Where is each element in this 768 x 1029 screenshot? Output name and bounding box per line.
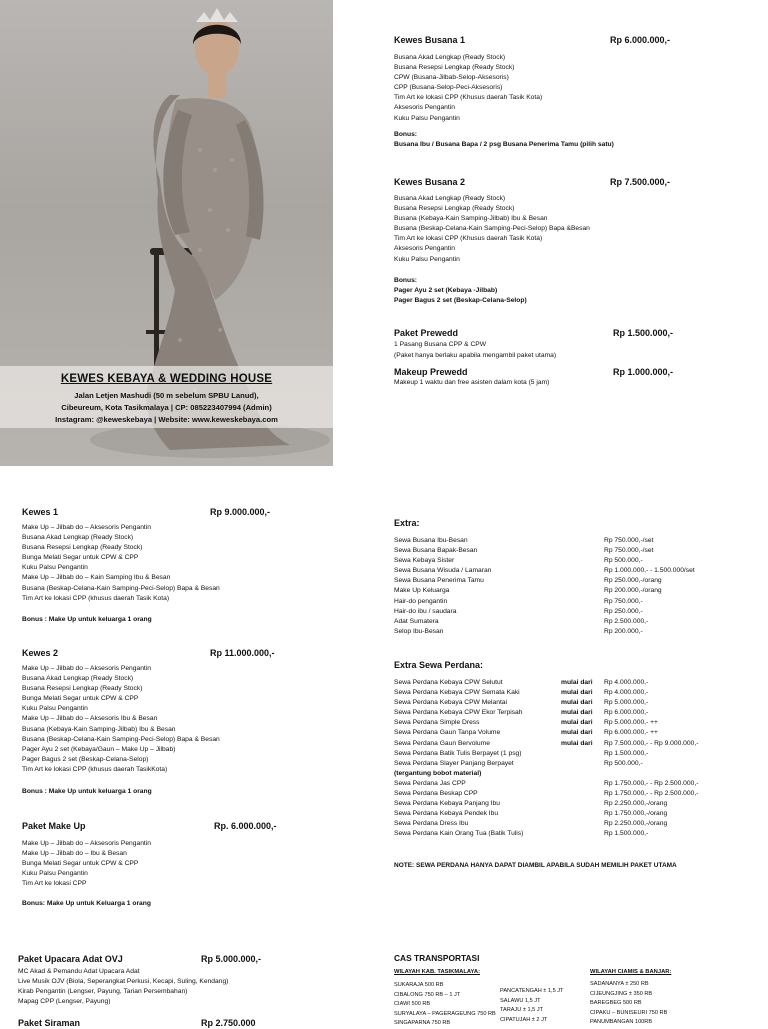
makeup-prewedd-title: Makeup Prewedd bbox=[394, 367, 468, 377]
list-item: PANCATENGAH ± 1,5 JT bbox=[500, 988, 564, 994]
list-item: Make Up – Jilbab do – Aksesoris Pengantin bbox=[22, 840, 151, 847]
extra-row: Selop Ibu-Besan Rp 200.000,- bbox=[394, 627, 643, 635]
list-item: Bunga Melati Segar untuk CPW & CPP bbox=[22, 860, 139, 868]
list-item: SINGAPARNA 750 RB bbox=[394, 1020, 451, 1027]
list-item: CIAWI 500 RB bbox=[394, 1001, 431, 1008]
extra-row: Make Up Keluarga Rp 200.000,-/orang bbox=[394, 587, 662, 595]
ciamis-list bbox=[590, 980, 667, 1028]
list-item: Tim Art ke lokasi CPP bbox=[22, 880, 87, 888]
banner-address-1: Jalan Letjen Mashudi (50 m sebelum SPBU Lanud), bbox=[74, 391, 259, 400]
list-item: Kuku Palsu Pengantin bbox=[22, 705, 88, 713]
extra-row: Adat Sumatera Rp 2.500.000,- bbox=[394, 617, 649, 625]
list-item: BAREGBEG 500 RB bbox=[590, 1000, 642, 1007]
perdana-row: Sewa Perdana Slayer Panjang Berpayet Rp 500.000,- bbox=[394, 759, 643, 767]
perdana-row: Sewa Perdana Gaun Bervolume mulai dari Rp 7.500.000,- - Rp 9.000.000,- bbox=[394, 739, 699, 747]
kewes2-bonus: Bonus : Make Up untuk keluarga 1 orang bbox=[22, 788, 152, 795]
makeup-prewedd-line: Makeup 1 waktu dan free asisten dalam kota (5 jam) bbox=[394, 379, 550, 386]
busana2-bonus-label: Bonus: bbox=[394, 277, 418, 284]
perdana-material-note: (tergantung bobot material) bbox=[394, 769, 482, 777]
list-item: PANUMBANGAN 100RB bbox=[590, 1019, 653, 1026]
list-item: Busana (Kebaya-Kain Samping-Jilbab) Ibu & Besan bbox=[394, 215, 548, 223]
transport-title: CAS TRANSPORTASI bbox=[394, 953, 480, 963]
banner-address-2: Cibeureum, Kota Tasikmalaya | CP: 085223407994 (Admin) bbox=[61, 403, 272, 412]
busana2-price: Rp 7.500.000,- bbox=[610, 177, 671, 187]
extra-row: Sewa Busana Wisuda / Lamaran Rp 1.000.000,- - 1.500.000/set bbox=[394, 567, 695, 575]
makeup-prewedd-price: Rp 1.000.000,- bbox=[613, 367, 674, 377]
perdana-note: NOTE: SEWA PERDANA HANYA DAPAT DIAMBIL APABILA SUDAH MEMILIH PAKET UTAMA bbox=[394, 862, 677, 869]
perdana-row: Sewa Perdana Kebaya CPW Ekor Terpisah mulai dari Rp 6.000.000,- bbox=[394, 709, 649, 717]
list-item: Bunga Melati Segar untuk CPW & CPP bbox=[22, 554, 139, 562]
upacara-items bbox=[18, 967, 228, 1007]
extra-row: Sewa Busana Penerima Tamu Rp 250.000,-/orang bbox=[394, 577, 662, 585]
tasik-list-2 bbox=[500, 987, 563, 1025]
extra-row: Sewa Busana Bapak-Besan Rp 750.000,-/set bbox=[394, 547, 654, 555]
perdana-row: Sewa Perdana Dress Ibu Rp 2.250.000,-/orang bbox=[394, 820, 668, 828]
list-item: Tim Art ke lokasi CPP (khusus daerah Tasik Kota) bbox=[22, 594, 170, 602]
kewes1-title: Kewes 1 bbox=[22, 507, 59, 517]
ciamis-title: WILAYAH CIAMIS & BANJAR: bbox=[590, 969, 672, 975]
extra-row: Sewa Kebaya Sister Rp 500.000,- bbox=[394, 557, 643, 565]
list-item: CIPATUJAH ± 2 JT bbox=[500, 1016, 548, 1023]
siraman-price: Rp 2.750.000 bbox=[201, 1018, 256, 1028]
list-item: Kuku Palsu Pengantin bbox=[394, 114, 460, 122]
prewedd-title: Paket Prewedd bbox=[394, 328, 459, 338]
busana1-title: Kewes Busana 1 bbox=[394, 35, 466, 45]
paket-makeup-items bbox=[22, 839, 151, 889]
kewes2-price: Rp 11.000.000,- bbox=[210, 648, 275, 658]
list-item: Kuku Palsu Pengantin bbox=[22, 870, 88, 878]
paket-makeup-bonus: Bonus: Make Up untuk Keluarga 1 orang bbox=[22, 900, 151, 907]
list-item: Tim Art ke lokasi CPP (Khusus daerah Tasik Kota) bbox=[394, 94, 543, 102]
tasik-list-1 bbox=[394, 981, 496, 1029]
paket-makeup-title: Paket Make Up bbox=[22, 821, 86, 831]
kewes1-price: Rp 9.000.000,- bbox=[210, 507, 271, 517]
list-item: Make Up – Jilbab do – Aksesoris Ibu & Besan bbox=[22, 715, 158, 723]
list-item: Make Up – Jilbab do – Aksesoris Pengantin bbox=[22, 524, 151, 531]
list-item: Aksesoris Pengantin bbox=[394, 245, 455, 253]
extra-title: Extra: bbox=[394, 518, 420, 528]
list-item: Make Up – Jilbab do – Ibu & Besan bbox=[22, 850, 127, 858]
tasik-title: WILAYAH KAB. TASIKMALAYA: bbox=[394, 969, 480, 975]
list-item: Busana (Beskap-Celana-Kain Samping-Peci-Selop) Bapa &Besan bbox=[394, 225, 590, 233]
list-item: Kuku Palsu Pengantin bbox=[394, 255, 460, 263]
busana1-items bbox=[394, 53, 542, 124]
list-item: Pager Bagus 2 set (Beskap-Celana-Selop) bbox=[22, 755, 149, 763]
list-item: Busana (Beskap-Celana-Kain Samping-Peci-Selop) Bapa & Besan bbox=[22, 584, 220, 592]
list-item: Busana Akad Lengkap (Ready Stock) bbox=[394, 195, 506, 202]
list-item: CPW (Busana-Jilbab-Selop-Aksesoris) bbox=[394, 74, 509, 82]
busana1-bonus: Busana Ibu / Busana Bapa / 2 psg Busana Penerima Tamu (pilih satu) bbox=[394, 141, 614, 148]
list-item: Pager Ayu 2 set (Kebaya/Gaun – Make Up – Jilbab) bbox=[22, 745, 176, 753]
extra-table bbox=[394, 536, 695, 637]
list-item: CIBALONG 750 RB – 1 JT bbox=[394, 991, 461, 998]
siraman-title: Paket Siraman bbox=[18, 1018, 81, 1028]
list-item: SALAWU 1,5 JT bbox=[500, 997, 541, 1004]
list-item: Tim Art ke lokasi CPP (Khusus daerah Tasik Kota) bbox=[394, 235, 543, 243]
list-item: Kuku Palsu Pengantin bbox=[22, 564, 88, 572]
list-item: Tim Art ke lokasi CPP (khusus daerah TasikKota) bbox=[22, 765, 168, 773]
list-item: Busana Resepsi Lengkap (Ready Stock) bbox=[394, 205, 515, 213]
extra-row: Sewa Busana Ibu-Besan Rp 750.000,-/set bbox=[394, 537, 654, 544]
extra-row: Hair-do ibu / saudara Rp 250.000,- bbox=[394, 607, 643, 615]
busana2-title: Kewes Busana 2 bbox=[394, 177, 466, 187]
list-item: MC Akad & Pemandu Adat Upacara Adat bbox=[18, 968, 140, 975]
perdana-row: Sewa Perdana Kebaya CPW Selutut mulai dari Rp 4.000.000,- bbox=[394, 679, 649, 686]
busana2-bonus-1: Pager Ayu 2 set (Kebaya -Jilbab) bbox=[394, 287, 498, 294]
busana2-items bbox=[394, 194, 590, 265]
busana1-bonus-label: Bonus: bbox=[394, 131, 418, 138]
list-item: Busana (Kebaya-Kain Samping-Jilbab) Ibu & Besan bbox=[22, 725, 176, 733]
perdana-table bbox=[394, 678, 698, 839]
list-item: CIPAKU – BUNISEURI 750 RB bbox=[590, 1009, 668, 1016]
prewedd-line-2: (Paket hanya berlaku apabila mengambil paket utama) bbox=[394, 352, 557, 359]
list-item: Busana Resepsi Lengkap (Ready Stock) bbox=[22, 685, 143, 693]
list-item: Busana Akad Lengkap (Ready Stock) bbox=[394, 54, 506, 61]
perdana-row: Sewa Perdana Beskap CPP Rp 1.750.000,- - Rp 2.500.000,- bbox=[394, 789, 699, 797]
perdana-row: Sewa Perdana Kebaya CPW Semata Kaki mulai dari Rp 4.000.000,- bbox=[394, 689, 649, 697]
perdana-row: Sewa Perdana Jas CPP Rp 1.750.000,- - Rp 2.500.000,- bbox=[394, 779, 699, 787]
perdana-row: Sewa Perdana Simple Dress mulai dari Rp 5.000.000,- ++ bbox=[394, 719, 658, 727]
list-item: SURYALAYA – PAGERAGEUNG 750 RB bbox=[394, 1010, 496, 1017]
upacara-price: Rp 5.000.000,- bbox=[201, 954, 262, 964]
upacara-title: Paket Upacara Adat OVJ bbox=[18, 954, 123, 964]
list-item: Bunga Melati Segar untuk CPW & CPP bbox=[22, 695, 139, 703]
busana1-price: Rp 6.000.000,- bbox=[610, 35, 671, 45]
prewedd-price: Rp 1.500.000,- bbox=[613, 328, 674, 338]
perdana-row: Sewa Perdana Gaun Tanpa Volume mulai dari Rp 6.000.000,- ++ bbox=[394, 729, 658, 737]
list-item: Busana (Beskap-Celana-Kain Samping-Peci-Selop) Bapa & Besan bbox=[22, 735, 220, 743]
list-item: Aksesoris Pengantin bbox=[394, 104, 455, 112]
perdana-row: Sewa Perdana Kebaya Panjang Ibu Rp 2.250.000,-/orang bbox=[394, 799, 668, 807]
list-item: Busana Akad Lengkap (Ready Stock) bbox=[22, 534, 134, 542]
list-item: Mapag CPP (Lengser, Payung) bbox=[18, 998, 111, 1006]
extra-row: Hair-do pengantin Rp 750.000,- bbox=[394, 597, 643, 605]
list-item: Busana Resepsi Lengkap (Ready Stock) bbox=[394, 64, 515, 72]
kewes2-items bbox=[22, 664, 220, 775]
banner-title: KEWES KEBAYA & WEDDING HOUSE bbox=[60, 373, 273, 385]
kewes1-bonus: Bonus : Make Up untuk keluarga 1 orang bbox=[22, 616, 152, 623]
list-item: TARAJU ± 1,5 JT bbox=[500, 1007, 544, 1014]
list-item: Busana Resepsi Lengkap (Ready Stock) bbox=[22, 544, 143, 552]
banner-contact: Instagram: @keweskebaya | Website: www.keweskebaya.com bbox=[55, 415, 278, 424]
perdana-row: Sewa Perdana Kebaya Pendek Ibu Rp 1.750.000,-/orang bbox=[394, 809, 668, 817]
kewes1-items bbox=[22, 523, 220, 604]
list-item: CIJEUNGJING ± 350 RB bbox=[590, 990, 653, 997]
list-item: Make Up – Jilbab do – Kain Samping Ibu & Besan bbox=[22, 574, 171, 582]
paket-makeup-price: Rp. 6.000.000,- bbox=[214, 821, 277, 831]
list-item: CPP (Busana-Selop-Peci-Aksesoris) bbox=[394, 84, 503, 92]
perdana-row: Sewa Perdana Batik Tulis Berpayet (1 psg) Rp 1.500.000,- bbox=[394, 749, 649, 757]
list-item: SADANANYA ± 250 RB bbox=[590, 981, 649, 987]
busana2-bonus-2: Pager Bagus 2 set (Beskap-Celana-Selop) bbox=[394, 297, 527, 304]
list-item: SUKARAJA 500 RB bbox=[394, 982, 444, 988]
list-item: Make Up – Jilbab do – Aksesoris Pengantin bbox=[22, 665, 151, 672]
prewedd-line-1: 1 Pasang Busana CPP & CPW bbox=[394, 341, 487, 348]
list-item: Live Musik OJV (Biola, Seperangkat Perkusi, Kecapi, Suling, Kendang) bbox=[18, 978, 229, 986]
perdana-row: Sewa Perdana Kain Orang Tua (Batik Tulis) Rp 1.500.000,- bbox=[394, 830, 649, 838]
perdana-row: Sewa Perdana Kebaya CPW Melantai mulai dari Rp 5.000.000,- bbox=[394, 699, 649, 707]
list-item: Kirab Pengantin (Lengser, Payung, Tarian Persembahan) bbox=[18, 988, 188, 996]
list-item: Busana Akad Lengkap (Ready Stock) bbox=[22, 675, 134, 683]
perdana-title: Extra Sewa Perdana: bbox=[394, 660, 484, 670]
kewes2-title: Kewes 2 bbox=[22, 648, 59, 658]
